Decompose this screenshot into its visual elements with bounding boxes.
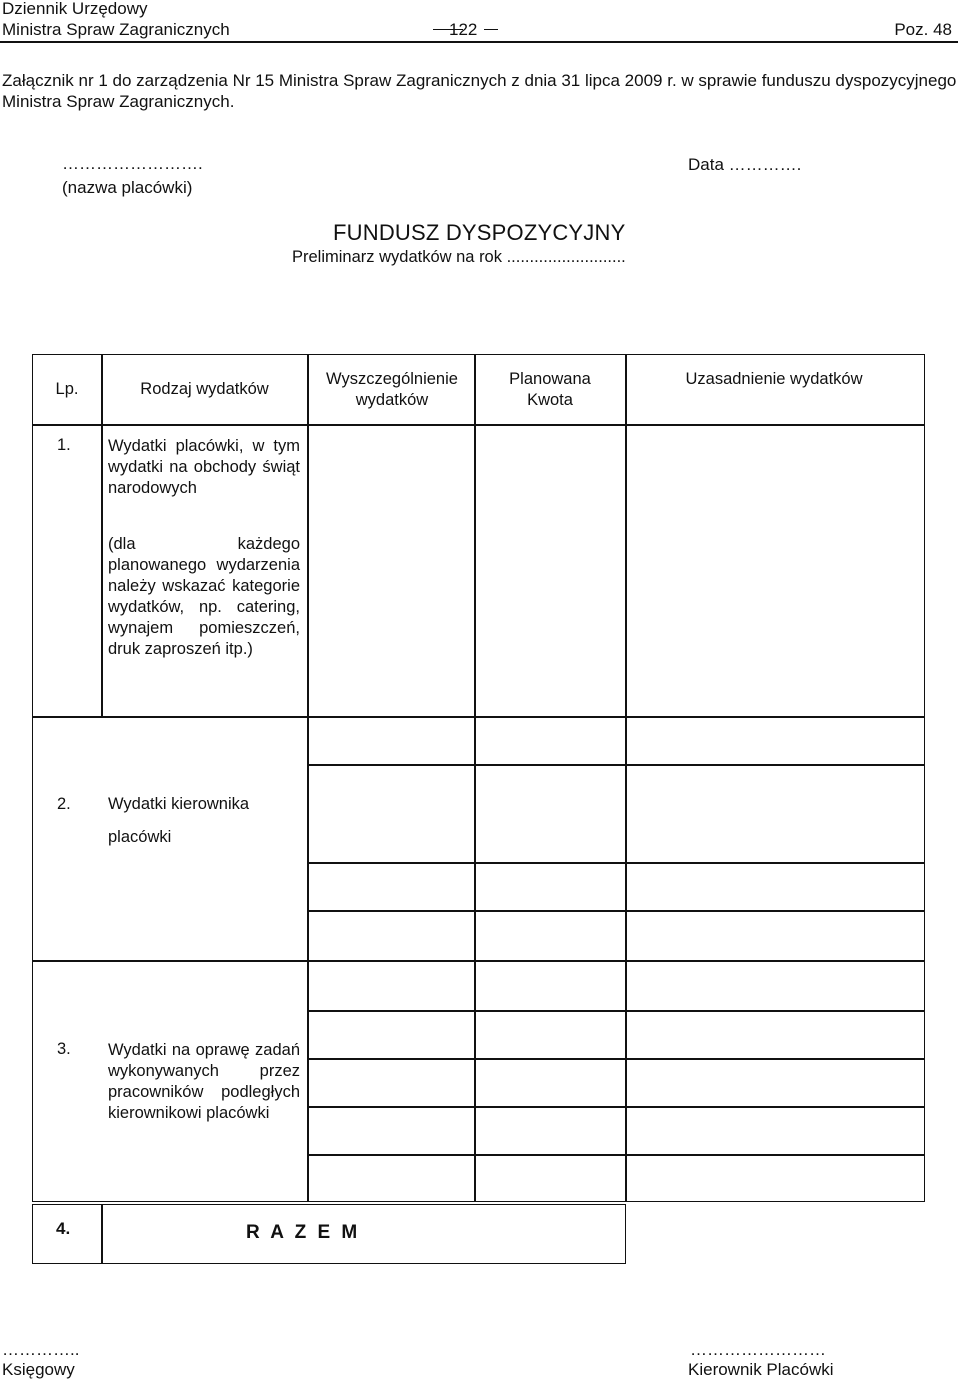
- position-number: Poz. 48: [894, 20, 952, 39]
- col-divider-type: [307, 354, 309, 1202]
- row-1-note: (dla każdego planowanego wydarzenia należy wskazać kategorie wydatków, np. catering, wynajem pomieszczeń, druk zaproszeń itp.): [108, 535, 300, 658]
- row-3-lp: 3.: [57, 1040, 71, 1058]
- col-divider-amount: [625, 354, 627, 1202]
- row-line: [307, 910, 925, 912]
- placowka-label: (nazwa placówki): [62, 178, 193, 197]
- placowka-dots: …………………….: [62, 154, 203, 173]
- total-lp: 4.: [56, 1219, 71, 1238]
- col-header-type: Rodzaj wydatków: [140, 380, 269, 398]
- row-2-type-line1: Wydatki kierownika: [108, 795, 250, 813]
- col-header-lp: Lp.: [55, 380, 79, 398]
- row-1-lp: 1.: [57, 436, 71, 454]
- col-divider-lp: [101, 354, 103, 716]
- row-line: [307, 764, 925, 766]
- col-header-detail: Wyszczególnienie wydatków: [326, 370, 458, 409]
- head-label: Kierownik Placówki: [688, 1360, 834, 1379]
- row-2-type-line2: placówki: [108, 828, 172, 846]
- row-2-bottom: [32, 960, 925, 962]
- page-number-rule-right: [484, 29, 498, 30]
- total-label: R A Z E M: [246, 1222, 361, 1243]
- ministry-name: Ministra Spraw Zagranicznych: [2, 20, 230, 39]
- page-number: 122: [449, 20, 478, 39]
- row-3-type: Wydatki na oprawę zadań wykonywanych przez pracowników podległych kierownikowi placówki: [108, 1041, 300, 1122]
- col-header-amount: Planowana Kwota: [509, 370, 591, 409]
- row-2-lp: 2.: [57, 795, 71, 813]
- head-dots: ……………………: [690, 1340, 826, 1359]
- row-line: [307, 862, 925, 864]
- row-line: [307, 1010, 925, 1012]
- journal-title: Dziennik Urzędowy: [2, 0, 148, 18]
- attachment-intro: Załącznik nr 1 do zarządzenia Nr 15 Ministra Spraw Zagranicznych z dnia 31 lipca 2009 r. w sprawie funduszu dyspozycyjnego Ministra Spraw Zagranicznych.: [2, 71, 957, 111]
- accountant-dots: …………..: [2, 1340, 80, 1359]
- total-col-divider: [101, 1204, 103, 1264]
- row-line: [307, 1154, 925, 1156]
- row-1-bottom: [32, 716, 925, 718]
- document-subtitle: Preliminarz wydatków na rok ..........................: [292, 248, 626, 266]
- accountant-label: Księgowy: [2, 1360, 75, 1379]
- date-field: Data ………….: [688, 155, 802, 174]
- col-divider-detail: [474, 354, 476, 1202]
- header-divider: [0, 41, 958, 43]
- col-header-justification: Uzasadnienie wydatków: [685, 370, 863, 388]
- row-1-type: Wydatki placówki, w tym wydatki na obchody świąt narodowych: [108, 437, 300, 497]
- row-line: [307, 1058, 925, 1060]
- header-row-bottom: [32, 424, 925, 426]
- row-line: [307, 1106, 925, 1108]
- document-title: FUNDUSZ DYSPOZYCYJNY: [333, 220, 626, 245]
